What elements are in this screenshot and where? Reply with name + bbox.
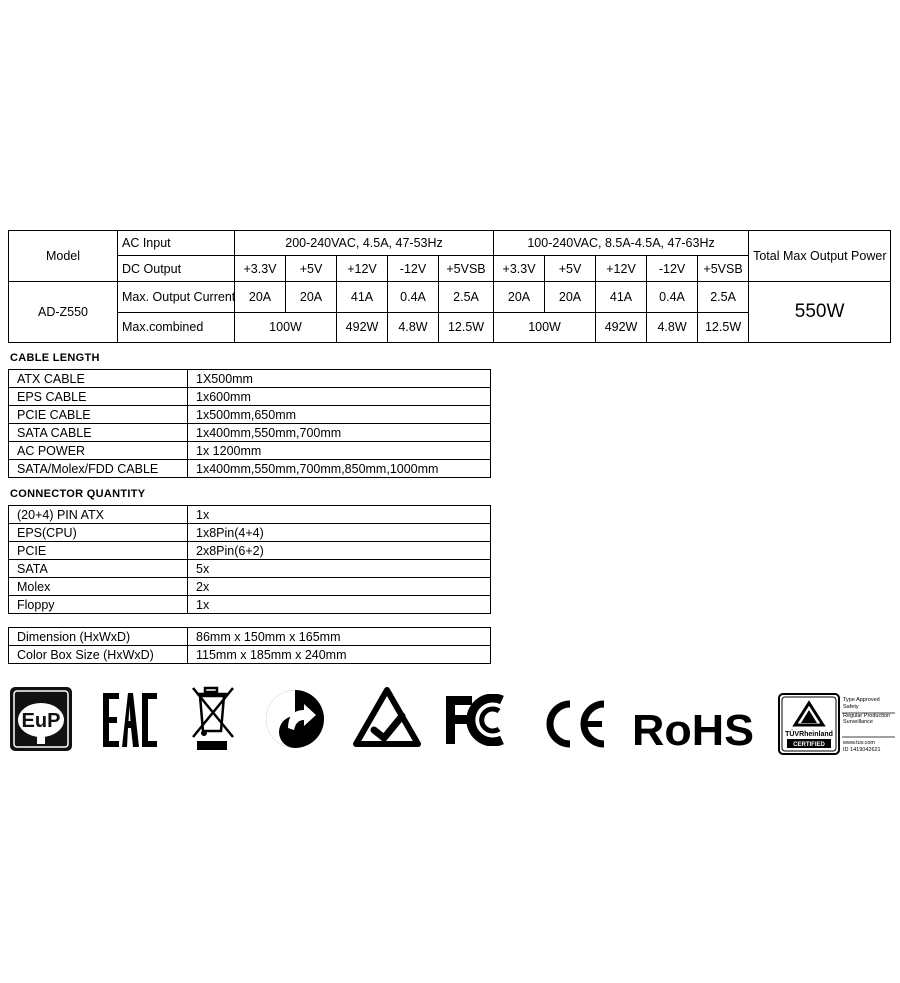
total-power-value: 550W xyxy=(749,282,891,343)
connector-value: 1x xyxy=(188,506,491,524)
tuv-line: Surveillance xyxy=(843,719,873,725)
tuv-rheinland-certified-logo xyxy=(778,693,896,755)
max-current-cell: 2.5A xyxy=(698,282,749,312)
table-row xyxy=(9,524,491,542)
dimension-name: Dimension (HxWxD) xyxy=(9,628,188,646)
table-row xyxy=(9,460,491,478)
eup-text: EuP xyxy=(21,710,61,732)
connector-quantity-table xyxy=(8,505,491,614)
connector-name: PCIE xyxy=(9,542,188,560)
connector-name: (20+4) PIN ATX xyxy=(9,506,188,524)
connector-value: 1x xyxy=(188,596,491,614)
connector-name: Floppy xyxy=(9,596,188,614)
rail-label: +5VSB xyxy=(439,256,494,282)
cable-length-table xyxy=(8,369,491,478)
max-current-label: Max. Output Current xyxy=(118,282,235,312)
eac-logo xyxy=(100,690,160,750)
tuv-certified-text: CERTIFIED xyxy=(793,742,825,748)
max-current-cell: 20A xyxy=(235,282,286,312)
ac-input-230v: 200-240VAC, 4.5A, 47-53Hz xyxy=(235,231,494,256)
table-row xyxy=(9,628,491,646)
combined-cell: 492W xyxy=(337,312,388,342)
rcm-mark-icon xyxy=(352,686,422,748)
table-row xyxy=(9,506,491,524)
fcc-logo xyxy=(444,694,520,746)
rail-label: +12V xyxy=(337,256,388,282)
max-current-cell: 20A xyxy=(494,282,545,312)
dimensions-table xyxy=(8,627,491,664)
max-current-cell: 0.4A xyxy=(388,282,439,312)
tuv-web: www.tuv.com xyxy=(843,740,875,746)
ce-mark-logo xyxy=(540,700,610,748)
cable-name: AC POWER xyxy=(9,442,188,460)
combined-cell: 4.8W xyxy=(647,312,698,342)
tuv-brand-text: TÜVRheinland xyxy=(785,731,833,738)
table-row xyxy=(9,596,491,614)
table-row xyxy=(9,542,491,560)
tuv-line: Safety xyxy=(843,704,859,710)
rail-label: +3.3V xyxy=(494,256,545,282)
combined-cell: 12.5W xyxy=(439,312,494,342)
model-header: Model xyxy=(9,231,118,282)
dimension-value: 86mm x 150mm x 165mm xyxy=(188,628,491,646)
cable-value: 1x500mm,650mm xyxy=(188,406,491,424)
combined-label: Max.combined xyxy=(118,312,235,342)
cable-value: 1x600mm xyxy=(188,388,491,406)
cable-name: ATX CABLE xyxy=(9,370,188,388)
cable-value: 1x 1200mm xyxy=(188,442,491,460)
dimension-value: 115mm x 185mm x 240mm xyxy=(188,646,491,664)
rohs-text: RoHS xyxy=(632,706,754,749)
connector-name: SATA xyxy=(9,560,188,578)
max-current-cell: 20A xyxy=(545,282,596,312)
eup-logo xyxy=(9,686,73,752)
max-current-cell: 41A xyxy=(337,282,388,312)
power-spec-table xyxy=(8,230,891,343)
rail-label: +5V xyxy=(545,256,596,282)
cable-name: SATA/Molex/FDD CABLE xyxy=(9,460,188,478)
rohs-logo xyxy=(630,705,758,749)
cable-value: 1x400mm,550mm,700mm,850mm,1000mm xyxy=(188,460,491,478)
rail-label: +5VSB xyxy=(698,256,749,282)
connector-value: 2x xyxy=(188,578,491,596)
ce-text: CE xyxy=(540,700,542,701)
combined-cell: 492W xyxy=(596,312,647,342)
max-current-cell: 2.5A xyxy=(439,282,494,312)
rail-label: -12V xyxy=(647,256,698,282)
tuv-id: ID 1419042621 xyxy=(843,747,881,753)
cable-value: 1X500mm xyxy=(188,370,491,388)
table-row xyxy=(9,578,491,596)
green-dot-icon xyxy=(264,688,326,750)
connector-quantity-title: CONNECTOR QUANTITY xyxy=(10,488,146,500)
combined-cell: 100W xyxy=(235,312,337,342)
total-power-header: Total Max Output Power xyxy=(749,231,891,282)
connector-value: 5x xyxy=(188,560,491,578)
cable-name: EPS CABLE xyxy=(9,388,188,406)
table-row xyxy=(9,560,491,578)
connector-value: 1x8Pin(4+4) xyxy=(188,524,491,542)
weee-bin-icon xyxy=(190,685,238,751)
ac-input-label: AC Input xyxy=(118,231,235,256)
table-row xyxy=(9,388,491,406)
table-row xyxy=(9,406,491,424)
rail-label: +12V xyxy=(596,256,647,282)
max-current-cell: 0.4A xyxy=(647,282,698,312)
rail-label: -12V xyxy=(388,256,439,282)
cable-name: SATA CABLE xyxy=(9,424,188,442)
connector-name: EPS(CPU) xyxy=(9,524,188,542)
cable-name: PCIE CABLE xyxy=(9,406,188,424)
tuv-line: Type Approved xyxy=(843,697,880,703)
model-value: AD-Z550 xyxy=(9,282,118,343)
eac-text: EAC xyxy=(100,690,103,691)
ac-input-115v: 100-240VAC, 8.5A-4.5A, 47-63Hz xyxy=(494,231,749,256)
connector-value: 2x8Pin(6+2) xyxy=(188,542,491,560)
tuv-line: Regular Production xyxy=(843,713,891,719)
table-row xyxy=(9,442,491,460)
dc-output-label: DC Output xyxy=(118,256,235,282)
rail-label: +3.3V xyxy=(235,256,286,282)
cable-value: 1x400mm,550mm,700mm xyxy=(188,424,491,442)
combined-cell: 12.5W xyxy=(698,312,749,342)
combined-cell: 4.8W xyxy=(388,312,439,342)
rail-label: +5V xyxy=(286,256,337,282)
max-current-cell: 41A xyxy=(596,282,647,312)
cable-length-title: CABLE LENGTH xyxy=(10,352,100,364)
dimension-name: Color Box Size (HxWxD) xyxy=(9,646,188,664)
fcc-text: FC xyxy=(444,694,446,695)
table-row xyxy=(9,424,491,442)
max-current-cell: 20A xyxy=(286,282,337,312)
connector-name: Molex xyxy=(9,578,188,596)
table-row xyxy=(9,370,491,388)
table-row xyxy=(9,646,491,664)
combined-cell: 100W xyxy=(494,312,596,342)
